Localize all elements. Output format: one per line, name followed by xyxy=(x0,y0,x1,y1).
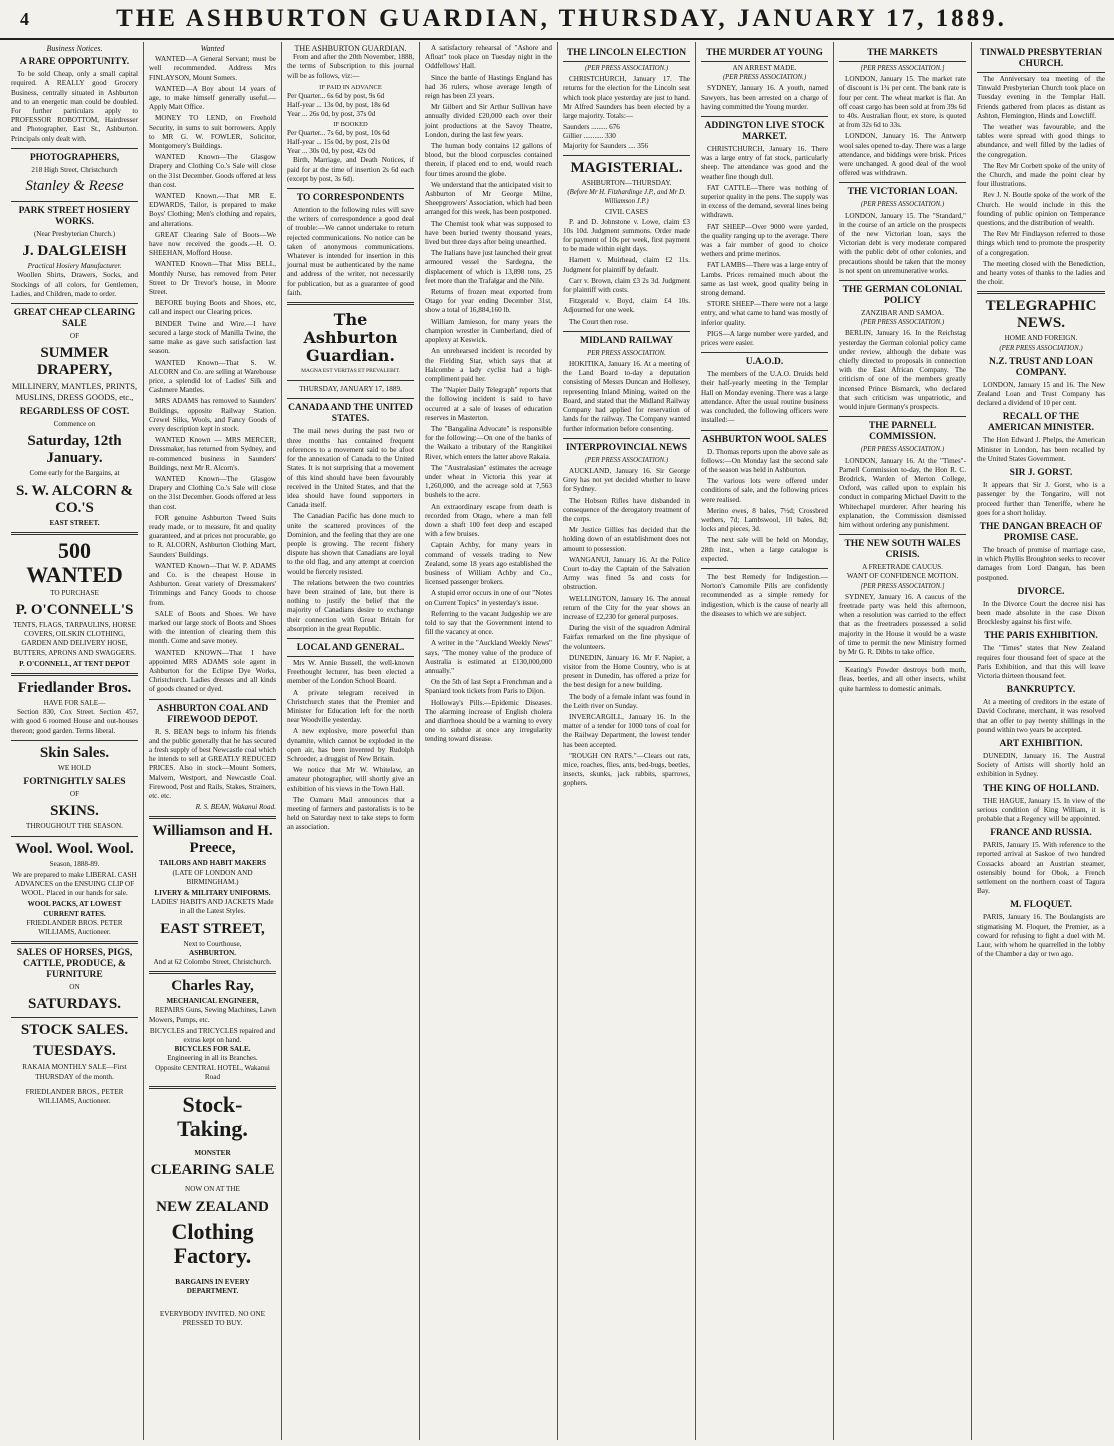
ad-line: THROUGHOUT THE SEASON. xyxy=(26,822,123,831)
divider xyxy=(287,398,414,399)
columns xyxy=(6,42,1110,1440)
ad-line: ASHBURTON. xyxy=(189,948,236,957)
editorial-flag: The Ashburton Guardian. xyxy=(303,310,398,366)
ad-heading: SATURDAYS. xyxy=(28,996,121,1013)
ad-heading: Charles Ray, xyxy=(171,978,254,995)
divider xyxy=(839,534,966,535)
telegraph-item-heading: THE PARIS EXHIBITION. xyxy=(984,631,1098,642)
telegraph-item-heading: FRANCE AND RUSSIA. xyxy=(990,828,1092,839)
column-7 xyxy=(834,42,972,1440)
divider xyxy=(11,941,138,944)
news-paragraph: The "Napier Daily Telegraph" reports that the following incident is said to have occurred at a sale of leases of education reserves in Masterton. xyxy=(425,386,552,422)
ad-line: EVERYBODY INVITED. NO ONE PRESSED TO BUY. xyxy=(159,1309,266,1328)
ad-line: BICYCLES FOR SALE. xyxy=(174,1045,251,1054)
divider xyxy=(149,699,276,700)
ad-heading: Williamson and H. Preece, xyxy=(152,823,273,857)
ad-line: (LATE OF LONDON AND BIRMINGHAM.) xyxy=(172,868,253,886)
page-number: 4 xyxy=(20,8,29,29)
stock-report-item: STORE SHEEP—There were not a large entry, and what came to hand was mostly of inferior quality. xyxy=(701,300,828,327)
photographer-signature-stamp: Stanley & Reese xyxy=(25,178,124,195)
interprovincial-item: The body of a female infant was found in the Leith river on Sunday. xyxy=(563,692,690,710)
stock-report-item: FAT LAMBS—There was a large entry of Lambs. Prices remained much about the same as last week, good quality being in strong demand. xyxy=(701,261,828,298)
divider xyxy=(11,303,138,304)
column-label: Wanted xyxy=(200,44,225,53)
notice-text: Attention to the following rules will save the writers of correspondence a good deal of trouble:—We cannot undertake to return rejected communications. No notice can be taken of anonymous communications. Whatever is intended for insertion in this journal must be authenticated by the name and address of the writer, not necessarily for publication, but as a guarantee of good faith. xyxy=(287,206,414,297)
ad-heading: Saturday, 12th January. xyxy=(27,433,122,467)
local-news-item: A private telegram received in Christchurch states that the Premier and Minister for Education left for the north near Woodville yesterday. xyxy=(287,688,414,725)
section-heading: U.A.O.D. xyxy=(745,357,784,368)
ad-heading: S. W. ALCORN & CO.'S xyxy=(15,482,134,516)
court-cases xyxy=(563,218,690,327)
notice-text: Birth, Marriage, and Death Notices, if paid for at the time of insertion 2s 6d each (except by post, 3s 6d). xyxy=(287,156,414,183)
church-report xyxy=(977,75,1105,287)
telegraph-item-body: The "Times" states that New Zealand requires four thousand feet of space at the Paris Exhibition, and that this will leave Victoria thirteen thousand feet. xyxy=(977,644,1105,680)
news-text: SYDNEY, January 16. A youth, named Sawyers, has been arrested on a charge of having committed the Young murder. xyxy=(701,84,828,111)
ad-heading: SKINS. xyxy=(50,803,99,820)
subscription-heading: IF BOOKED xyxy=(333,120,368,128)
wanted-ad: FOR genuine Ashburton Tweed Suits ready made, or to measure, fit and quality guaranteed, and at prices not procurable, go to R. ALCORN, Ashburton Clothing Mart, Saunders' Buildings. xyxy=(149,513,276,559)
ad-heading: 500 WANTED xyxy=(26,537,123,587)
section-sub: (PER PRESS ASSOCIATION.) xyxy=(999,344,1083,352)
news-text: The members of the U.A.O. Druids held their half-yearly meeting in the Templar Hall on Monday evening. There was a large attendance. After the usual routine business was concluded, the following officers were installed:— xyxy=(701,370,828,425)
section-sub: PER PRESS ASSOCIATION. xyxy=(587,349,666,357)
ad-line: MILLINERY, MANTLES, PRINTS, MUSLINS, DRESS GOODS, etc., xyxy=(11,381,138,403)
telegraph-item-heading: THE DANGAN BREACH OF PROMISE CASE. xyxy=(979,521,1103,543)
ad-sign: FRIEDLANDER BROS., PETER WILLIAMS, Auctioneer. xyxy=(25,1087,124,1105)
wanted-list xyxy=(149,55,276,694)
divider xyxy=(11,201,138,202)
church-report-item: The Rev Mr Corbett spoke of the unity of the Church, and made the point clear by four illustrations. xyxy=(977,161,1105,189)
court-case: Fitzgerald v. Boyd, claim £4 10s. Adjourned for one week. xyxy=(563,297,690,315)
ad-line: BARGAINS IN EVERY DEPARTMENT. xyxy=(175,1277,250,1295)
column-8 xyxy=(972,42,1110,1440)
section-heading: THE MURDER AT YOUNG xyxy=(701,48,828,62)
local-news-item: A new explosive, more powerful than dynamite, which cannot be exploded in the open air, has been invented by Rudolph Schroeder, a druggist of New Britain. xyxy=(287,727,414,763)
telegraph-item-heading: DIVORCE. xyxy=(1017,586,1065,597)
subscription-rate-row: Half-year ... 15s 0d, by post, 21s 0d xyxy=(287,138,390,147)
divider xyxy=(149,816,276,819)
ad-sign: FRIEDLANDER BROS. PETER WILLIAMS, Auctioneer. xyxy=(26,918,123,936)
ad-heading: Stock-Taking. xyxy=(177,1092,248,1142)
telegraph-item-body: PARIS, January 15. With reference to the reported arrival at Saskoe of two hundred Cossacks aboard an Austrian steamer, ostensibly bound for Obok, a French settlement on the northern coast of Tagura Bay. xyxy=(977,841,1105,896)
local-news-item: We notice that Mr W. Whitelaw, an amateur photographer, will shortly give an exhibition of his views in the Town Hall. xyxy=(287,766,414,793)
telegraph-item-heading: ART EXHIBITION. xyxy=(999,738,1083,749)
ad-heading: FORTNIGHTLY SALES xyxy=(23,777,126,788)
news-paragraph: An extraordinary escape from death is recorded from Otago, where a man fell down a shaft 100 feet deep and escaped with a few bruises. xyxy=(425,502,552,539)
column-6 xyxy=(696,42,834,1440)
section-sub: WANT OF CONFIDENCE MOTION. xyxy=(846,572,959,581)
ad-line: TO PURCHASE xyxy=(50,588,99,597)
telegraph-item-heading: RECALL OF THE AMERICAN MINISTER. xyxy=(987,412,1095,434)
section-sub: (PER PRESS ASSOCIATION.) xyxy=(860,201,945,209)
ad-line: EAST STREET. xyxy=(49,518,100,527)
ad-line: RAKAIA MONTHLY SALE—First THURSDAY of the month. xyxy=(22,1063,127,1081)
section-sub: A FREETRADE CAUCUS. xyxy=(862,563,943,572)
wanted-ad: WANTED Known—That W. P. ADAMS and Co. is the cheapest House in Ashburton. Great variety of Dressmakers' Trimmings and Fancy Goods to choose from. xyxy=(149,561,276,607)
ad-heading: PHOTOGRAPHERS, xyxy=(29,152,120,163)
election-result-row: Saunders ......... 676 xyxy=(563,123,620,132)
telegraph-item-body: The breach of promise of marriage case, in which Phyllis Broughton seeks to recover damages from Lord Dangan, has been postponed. xyxy=(977,545,1105,582)
column-label: Business Notices. xyxy=(46,44,103,53)
church-report-item: The weather was favourable, and the tables were spread with good things to abundance, and well filled by the ladies of the congregation. xyxy=(977,123,1105,159)
markets-report xyxy=(839,75,966,178)
interprovincial-item: WANGANUI, January 16. At the Police Court to-day the Captain of the Salvation Army was fined 5s and costs for obstruction. xyxy=(563,555,690,592)
ad-heading: EAST STREET, xyxy=(160,920,265,937)
church-report-item: The Rev Mr Findlayson referred to those things which tend to promote the prosperity of a congregation. xyxy=(977,230,1105,257)
wanted-ad: WANTED Known—That S. W. ALCORN and Co. are selling at Warehouse price, a splendid lot of Ladies' Silk and Cashmere Mantles. xyxy=(149,358,276,395)
interprovincial-item: INVERCARGILL, January 16. In the matter of a tender for 1000 tons of coal for the Railway Department, the lowest tender has been accepted. xyxy=(563,712,690,749)
leader-heading: CANADA AND THE UNITED STATES. xyxy=(288,403,413,425)
ad-address: 218 High Street, Christchurch xyxy=(31,165,118,174)
section-heading: TELEGRAPHIC NEWS. xyxy=(985,298,1097,332)
telegraph-items xyxy=(977,357,1105,960)
ad-line: Next to Courthouse, xyxy=(183,939,242,948)
leader-paragraph: The Canadian Pacific has done much to unite the scattered provinces of the Dominion, and the feeling that they are one people is growing. The recent fishery dispute has shown that Canadians are loyal to the old flag, and any attempt at coercion would be fiercely resisted. xyxy=(287,512,414,576)
divider xyxy=(701,352,828,353)
stock-report-item: FAT CATTLE—There was nothing of superior quality in the pens. The supply was in excess of the demand, several lines being withdrawn. xyxy=(701,183,828,220)
divider xyxy=(11,740,138,741)
telegraph-item-body: PARIS, January 16. The Boulangists are stigmatising M. Floquet, the Premier, as a coward for refusing to fight a duel with M. Laur, with whom he quarrelled in the lobby of the Chamber a day or two ago. xyxy=(977,913,1105,959)
telegraph-item-body: The Hon Edward J. Phelps, the American Minister in London, has been recalled by the United States Government. xyxy=(977,436,1105,463)
interprovincial-item: AUCKLAND, January 16. Sir George Grey has not yet decided whether to leave for Sydney. xyxy=(563,466,690,494)
ad-heading: Clothing Factory. xyxy=(171,1218,254,1268)
ad-line: MONSTER xyxy=(194,1149,231,1158)
telegraph-item-heading: BANKRUPTCY. xyxy=(1006,685,1076,696)
news-paragraph: The "Australasian" estimates the acreage under wheat in Victoria this year at 1,260,000, and the acreage sold at 7,563 bushels to the acre. xyxy=(425,463,552,500)
section-sub: (PER PRESS ASSOCIATION.) xyxy=(860,446,945,454)
wanted-ad: MONEY TO LEND, on Freehold Security, in sums to suit borrowers. Apply to MR G. W. FOWLER, Solicitor, Montgomery's Buildings. xyxy=(149,114,276,151)
ad-line: Season, 1888-89. xyxy=(49,859,100,868)
stock-report-item: CHRISTCHURCH, January 16. There was a large entry of fat stock, particularly sheep. The attendance was good and the weather fine though dull. xyxy=(701,145,828,181)
editorial-motto: MAGNA EST VERITAS ET PREVALEBIT. xyxy=(301,368,400,375)
wanted-ad: WANTED—A General Servant; must be well recommended. Address Mrs FINLAYSON, Mount Somers. xyxy=(149,55,276,82)
section-sub: (PER PRESS ASSOCIATION.) xyxy=(584,65,669,72)
ad-heading: SALES OF HORSES, PIGS, CATTLE, PRODUCE, & FURNITURE xyxy=(16,948,133,981)
section-heading: MAGISTERIAL. xyxy=(570,159,683,176)
ad-body: Section 830, Cox Street. Section 457, with good 6 roomed House and out-houses thereon; good garden. Terms liberal. xyxy=(11,708,138,735)
section-heading: ASHBURTON WOOL SALES xyxy=(702,434,827,445)
telegraph-item-heading: N.Z. TRUST AND LOAN COMPANY. xyxy=(989,356,1093,378)
interprovincial-item: The Hobson Rifles have disbanded in consequence of the derogatory treatment of the corps. xyxy=(563,496,690,523)
wool-report xyxy=(701,448,828,564)
divider xyxy=(701,568,828,569)
markets-item: LONDON, January 16. The Antwerp wool sales opened to-day. There was a large attendance, and biddings were brisk. Prices were unchanged. A good deal of the wool offered was withdrawn. xyxy=(839,132,966,178)
divider xyxy=(839,280,966,281)
wool-report-item: Merino ewes, 8 bales, 7½d; Crossbred wethers, 7d; Lambswool, 10 bales, 8d; locks and pieces, 3d. xyxy=(701,506,828,534)
interprovincial-item: DUNEDIN, January 16. Mr F. Napier, a visitor from the Home Country, who is at present in Dunedin, has offered a prize for the best design for a new building. xyxy=(563,653,690,690)
divider xyxy=(11,532,138,535)
news-paragraph: On the 5th of last Sept a Frenchman and a Spaniard took tickets from Paris to Dijon. xyxy=(425,678,552,696)
ad-body: To be sold Cheap, only a small capital required. A REALLY good Grocery Business, centrally situated in Ashburton and to an energetic man could be doubled. For further particulars apply to PROFESSOR ROBOTTOM, Hairdresser and Photographer, East St., Ashburton. Principals only dealt with. xyxy=(11,70,138,143)
section-sub: CIVIL CASES xyxy=(604,208,649,217)
election-result-row: Majority for Saunders .... 356 xyxy=(563,141,649,150)
masthead xyxy=(0,0,1114,40)
section-heading: THE PARNELL COMMISSION. xyxy=(868,421,937,443)
ad-line: LADIES' HABITS AND JACKETS Made in all the Latest Styles. xyxy=(151,898,274,916)
ad-line: NOW ON AT THE xyxy=(185,1185,240,1194)
subscription-rate-row: Per Quarter... 7s 6d, by post, 10s 6d xyxy=(287,128,390,137)
interprovincial-item: "ROUGH ON RATS."—Clears out rats, mice, roaches, flies, ants, bed-bugs, beetles, insects, skunks, jack rabbits, sparrows, gophers. xyxy=(563,751,690,788)
subscription-rate-row: Year ... 26s 0d, by post, 37s 0d xyxy=(287,110,376,119)
news-text: BERLIN, January 16. In the Reichstag yesterday the German colonial policy came under review, although the debate was chiefly directed to proposals in connection with the East African Company. The criticism of one of the members greatly incensed Prince Bismarck, who declared that such criticism was unpatriotic, and would injure Germany's prospects. xyxy=(839,329,966,412)
news-paragraph: The Chemist took what was supposed to have been buried twenty thousand years, lived but three days after being unearthed. xyxy=(425,219,552,247)
section-sub: (PER PRESS ASSOCIATION.) xyxy=(860,319,945,327)
section-heading: LOCAL AND GENERAL. xyxy=(287,643,414,657)
telegraph-item-heading: THE KING OF HOLLAND. xyxy=(983,783,1099,794)
wanted-ad: WANTED KNOWN—That I have appointed MRS ADAMS sole agent in Ashburton for the Eclipse Dye Works, Christchurch. Ladies dresses and all kinds of goods cleaned or dyed. xyxy=(149,648,276,694)
ad-heading: GREAT CHEAP CLEARING SALE xyxy=(13,308,136,330)
wanted-ad: GREAT Clearing Sale of Boots—We have now received the goods.—H. O. SHEEHAN, Mofford House. xyxy=(149,230,276,258)
divider xyxy=(287,380,414,381)
subscription-intro: From and after the 20th November, 1888, the terms of Subscription to this journal will be as follows, viz:— xyxy=(287,53,414,80)
ad-sign: R. S. BEAN, Wakanui Road. xyxy=(195,803,276,812)
divider xyxy=(149,1086,276,1089)
court-case: Carr v. Brown, claim £3 2s 3d. Judgment for plaintiff with costs. xyxy=(563,276,690,295)
section-heading: ADDINGTON LIVE STOCK MARKET. xyxy=(704,121,825,143)
telegraph-item-body: At a meeting of creditors in the estate of David Cochrane, merchant, it was resolved that an offer to pay twenty shillings in the pound within two years be accepted. xyxy=(977,698,1105,734)
subscription-rate-row: Per Quarter... 6s 6d by post, 9s 6d xyxy=(287,92,385,101)
wanted-ad: WANTED—A Boy about 14 years of age, to make himself generally useful.—Apply Matt Office. xyxy=(149,84,276,112)
column-5 xyxy=(558,42,696,1440)
divider xyxy=(11,836,138,837)
wool-report-item: The next sale will be held on Monday, 28th inst., when a large catalogue is expected. xyxy=(701,536,828,563)
local-news-item: The Oamaru Mail announces that a meeting of farmers and pastoralists is to be held on Saturday next to take steps to form an association. xyxy=(287,795,414,832)
church-report-item: Rev J. N. Boutle spoke of the work of the Church. He would include in this the founding of public opinion on Temperance questions, and the distribution of wealth. xyxy=(977,191,1105,228)
wool-report-item: D. Thomas reports upon the above sale as follows:—On Monday last the second sale of the season was held in Ashburton. xyxy=(701,447,828,474)
column-label: THE ASHBURTON GUARDIAN. xyxy=(294,44,407,53)
news-paragraphs xyxy=(425,220,552,745)
telegraph-item-body: LONDON, January 15 and 16. The New Zealand Loan and Trust Company has declared a dividend of 10 per cent. xyxy=(977,380,1105,408)
ad-line: And at 62 Colombo Street, Christchurch. xyxy=(153,958,272,967)
interprovincial-item: Mr Justice Gillies has decided that the holding down of an establishment does not amount to possession. xyxy=(563,526,690,553)
subscription-rates xyxy=(287,92,414,120)
wanted-ad: SALE of Boots and Shoes. We have marked our large stock of Boots and Shoes with the intention of clearing them this month. Come and save money. xyxy=(149,609,276,646)
masthead-title: THE ASHBURTON GUARDIAN, THURSDAY, JANUARY 17, 1889. xyxy=(116,5,1007,32)
divider xyxy=(977,291,1105,294)
subscription-rate-row: Year ... 30s 0d, by post, 42s 0d xyxy=(287,147,376,156)
section-sub: ZANZIBAR AND SAMOA. xyxy=(861,309,944,318)
ad-sub: Practical Hosiery Manufacturer. xyxy=(27,262,122,271)
divider xyxy=(839,661,966,662)
news-text: CHRISTCHURCH, January 17. The returns for the election for the Lincoln seat which took place yesterday are just to hand. Mr Alfred Saunders has been elected by a large majority. Totals:— xyxy=(563,75,690,121)
wanted-ad: WANTED Known—The Glasgow Drapery and Clothing Co.'s Sale will close on the 31st December. Goods offered at less than cost. xyxy=(149,474,276,511)
telegraph-item-body: THE HAGUE, January 15. In view of the serious condition of King William, it is probable that a Regency will be appointed. xyxy=(977,796,1105,823)
ad-line: Engineering in all its Branches. xyxy=(167,1054,258,1063)
ad-heading: ASHBURTON COAL AND FIREWOOD DEPOT. xyxy=(156,703,269,725)
court-case: Harnett v. Muirhead, claim £2 11s. Judgment for plaintiff by default. xyxy=(563,256,690,274)
section-heading: MIDLAND RAILWAY xyxy=(580,335,673,346)
ad-line: MECHANICAL ENGINEER, xyxy=(166,997,259,1006)
ad-line: HAVE FOR SALE— xyxy=(43,699,106,708)
local-news xyxy=(287,659,414,833)
divider xyxy=(839,182,966,183)
news-paragraph: An unrehearsed incident is recorded by the Fielding Star, which says that at Halcombe a lady cyclist had a high-compliment paid her. xyxy=(425,347,552,383)
advert-text: Keating's Powder destroys both moth, fleas, beetles, and all other insects, whilst quite harmless to domestic animals. xyxy=(839,666,966,693)
ad-body: Woollen Shirts, Drawers, Socks, and Stockings of all colors, for Gentlemen, Ladies, and Children, made to order. xyxy=(11,271,138,298)
news-paragraph: The Italians have just launched their great armoured vessel the Sardegna, the displacement of which is 13,898 tons, 25 feet more than the Trafalgar and the Nile. xyxy=(425,249,552,285)
ad-name: J. DALGLEISH xyxy=(22,243,127,260)
church-report-item: The meeting closed with the Benediction, and hearty votes of thanks to the ladies and the choir. xyxy=(977,259,1105,287)
ad-heading: Wool. Wool. Wool. xyxy=(15,840,134,857)
leader-paragraph: The relations between the two countries have been strained of late, but there is nothing to justify the belief that the majority of Canadians desire to exchange their connection with Great Britain for absorption in the great Republic. xyxy=(287,578,414,633)
court-case: The Court then rose. xyxy=(569,317,629,326)
news-paragraph: A writer in the "Auckland Weekly News" says, "The money value of the produce of Australia is estimated at £130,000,000 annually." xyxy=(425,639,552,675)
news-paragraph: Returns of frozen meat exported from Otago for year ending December 31st, show a total of 16,884,160 lb. xyxy=(425,288,552,315)
stock-report-item: FAT SHEEP—Over 9000 were yarded, the quality ranging up to the average. There was a fair number of good to choice wethers and prime merinos. xyxy=(701,222,828,259)
news-paragraph: Holloway's Pills.—Epidemic Diseases. The alarming increase of English cholera and diarrhoea should be a warning to every one to subdue at once any irregularity tending toward disease. xyxy=(425,698,552,744)
section-heading: TO CORRESPONDENTS xyxy=(296,193,405,204)
ad-line: ON xyxy=(69,983,80,992)
news-paragraphs xyxy=(425,44,552,218)
news-paragraph: The human body contains 12 gallons of blood, but the blood corpuscles contained therein, if placed end to end, would reach four times around the globe. xyxy=(425,142,552,178)
interprovincial-item: During the visit of the squadron Admiral Fairfax remarked on the fine physique of the volunteers. xyxy=(563,624,690,651)
ad-line: TAILORS AND HABIT MAKERS xyxy=(159,859,266,868)
leader-body xyxy=(287,427,414,633)
ad-heading: Skin Sales. xyxy=(39,744,110,761)
divider xyxy=(701,116,828,117)
wanted-ad: WANTED Known—That Miss BELL, Monthly Nurse, has removed from Peter Street to Dr Trevor's house, in Moore Street. xyxy=(149,260,276,297)
ad-heading: P. O'CONNELL'S xyxy=(15,602,134,619)
church-report-item: The Anniversary tea meeting of the Tinwald Presbyterian Church took place on Tuesday evening in the Templar Hall. Friends gathered from places as distant as Ashton, Flemington, Hinds and Lowcliff. xyxy=(977,75,1105,120)
section-heading: THE NEW SOUTH WALES CRISIS. xyxy=(844,539,961,561)
ad-line: LIVERY & MILITARY UNIFORMS. xyxy=(154,889,271,898)
interprovincial-news xyxy=(563,467,690,789)
markets-item: LONDON, January 15. The market rate of discount is 1¾ per cent. The bank rate is four per cent. The wheat market is flat. An off coast cargo has been sold at from 39s 6d to 40s. Australian flour, ex store, is quoted at from 32s 6d to 33s. xyxy=(839,75,966,130)
wool-report-item: The various lots were offered under conditions of sale, and the following prices were realised. xyxy=(701,477,828,504)
ad-line: WOOL PACKS, AT LOWEST CURRENT RATES. xyxy=(27,900,122,918)
section-heading: THE LINCOLN ELECTION xyxy=(563,48,690,62)
divider xyxy=(701,430,828,431)
ad-heading: A RARE OPPORTUNITY. xyxy=(19,57,130,68)
news-text: LONDON, January 15. The "Standard," in the course of an article on the prospects of the new Victorian loan, says the Victorian debt is very moderate compared with the public debt of other colonies, and precautions should be taken that the money is not spent on unremunerative works. xyxy=(839,211,966,275)
divider xyxy=(11,1017,138,1018)
ad-heading: NEW ZEALAND xyxy=(156,1198,269,1215)
court-case: P. and D. Johnstone v. Lowe, claim £3 10s 10d. Judgment summons. Order made for payment of 10s per week, first payment to be made within eight days. xyxy=(563,217,690,254)
ad-sign: P. O'CONNELL, AT TENT DEPOT xyxy=(19,659,130,668)
section-heading: THE VICTORIAN LOAN. xyxy=(847,187,958,198)
ad-body: R. S. BEAN begs to inform his friends and the public generally that he has secured a fresh supply of best Newcastle coal which he intends to sell at GREATLY REDUCED PRICES. Also in stock—Mount Somers, Malvern, Westport, and Newcastle Coal. Firewood, Post and Rails, Stakes, Strainers, etc. etc. xyxy=(149,727,276,801)
divider xyxy=(839,416,966,417)
leader-paragraph: The mail news during the past two or three months has contained frequent references to a movement said to be afoot for the annexation of Canada to the United States. It is not surprising that a movement of this kind should have been favourably received in the United States, and that the idea should have found supporters in Canada itself. xyxy=(287,427,414,510)
stock-report xyxy=(701,145,828,348)
wanted-ad: WANTED Known—The Glasgow Drapery and Clothing Co.'s Sale will close on the 31st December. Goods offered at less than cost. xyxy=(149,153,276,189)
section-sub: [PER PRESS ASSOCIATION.] xyxy=(860,65,945,72)
section-sub: (PER PRESS ASSOCIATION.) xyxy=(722,74,807,82)
ad-line: Opposite CENTRAL HOTEL, Wakanui Road xyxy=(155,1063,270,1081)
election-result-row: Gillier ........... 330 xyxy=(563,132,616,141)
news-paragraph: The "Bangalina Advocate" is responsible for the following:—On one of the banks of the Waikato a tributary of the Rangitikei River, which enters the latter above Rakaia. xyxy=(425,424,552,461)
editorial-dateline: THURSDAY, JANUARY 17, 1889. xyxy=(299,385,402,394)
divider xyxy=(287,188,414,189)
section-heading: THE MARKETS xyxy=(839,48,966,62)
ad-body: REPAIRS Guns, Sewing Machines, Lawn Mowers, Pumps, etc. xyxy=(149,1006,276,1024)
ad-heading: REGARDLESS OF COST. xyxy=(19,407,130,418)
column-4 xyxy=(420,42,558,1440)
wanted-ad: WANTED Known.—That MR E. EDWARDS, Tailor, is prepared to make Boys' Clothing; Men's clothing and repairs, and alterations. xyxy=(149,192,276,228)
interprovincial-item: WELLINGTON, January 16. The annual return of the City for the year shows an increase of £2,230 for general purposes. xyxy=(563,594,690,621)
stock-report-item: PIGS—A large number were yarded, and prices were easier. xyxy=(701,329,828,348)
news-paragraph: A satisfactory rehearsal of "Ashore and Afloat" took place on Tuesday night in the Oddfellows' Hall. xyxy=(425,44,552,71)
divider xyxy=(287,638,414,639)
news-text: LONDON, January 16. At the "Times"-Parnell Commission to-day, the Hon R. C. Brodrick, Warden of Merton College, Oxford, was called upon to explain his conduct in comparing Michael Davitt to the Whitechapel murderer. After hearing his explanation, the Commission dismissed him without ordering any punishment. xyxy=(839,456,966,529)
ad-line: BICYCLES and TRICYCLES repaired and extras kept on hand. xyxy=(149,1026,276,1045)
subscription-heading: IF PAID IN ADVANCE xyxy=(319,83,382,91)
ad-line: OF xyxy=(69,332,80,341)
ad-heading: SUMMER DRAPERY, xyxy=(36,345,113,379)
ad-heading: STOCK SALES. xyxy=(20,1022,129,1039)
wanted-ad: BEFORE buying Boots and Shoes, etc, call and inspect our Clearing prices. xyxy=(149,299,276,317)
ad-line: Come early for the Bargains, at xyxy=(29,469,120,478)
column-2 xyxy=(144,42,282,1440)
advert-text: The best Remedy for Indigestion.—Norton's Camomile Pills are confidently recommended as a simple remedy for indigestion, which is the cause of nearly all the diseases to which we are subject. xyxy=(701,572,828,618)
wanted-ad: WANTED Known — MRS MERCER, Dressmaker, has returned from Sydney, and re-commenced business in Saunders' Buildings, next Mr R. Alcorn's. xyxy=(149,436,276,472)
divider xyxy=(149,971,276,974)
news-paragraph: Since the battle of Hastings England has had 36 rulers, whose average length of reign has been 23 years. xyxy=(425,73,552,101)
telegraph-item-body: In the Divorce Court the decree nisi has been made absolute in the case Dixon Brocklesby against his first wife. xyxy=(977,599,1105,627)
ad-heading: PARK STREET HOSIERY WORKS. xyxy=(18,206,131,228)
column-1 xyxy=(6,42,144,1440)
telegraph-item-heading: M. FLOQUET. xyxy=(1010,900,1072,911)
telegraph-item-body: It appears that Sir J. Gorst, who is a passenger by the Tongariro, will not proceed further than Teneriffe, where he goes for a short holiday. xyxy=(977,481,1105,517)
news-paragraph: Mr Gilbert and Sir Arthur Sullivan have annually divided £20,000 each over their joint productions at the Savoy Theatre, London, during the last few years. xyxy=(425,103,552,139)
subscription-rate-row: Half-year ... 13s 0d, by post, 18s 6d xyxy=(287,101,390,110)
news-paragraph: Referring to the vacant Judgeship we are told to say that the Government intend to fill the vacancy at once. xyxy=(425,609,552,637)
news-paragraph: A stupid error occurs in one of our "Notes on Current Topics" in yesterday's issue. xyxy=(425,589,552,607)
news-paragraph: We understand that the anticipated visit to Ashburton of Mr George Milne, Sheepgrowers' Association, which had been arranged for this week, has been postponed. xyxy=(425,180,552,217)
ad-heading: TUESDAYS. xyxy=(33,1043,116,1060)
news-paragraph: William Jamieson, for many years the champion wrestler in Cumberland, died of apoplexy at Keswick. xyxy=(425,317,552,345)
divider xyxy=(563,331,690,332)
section-heading: THE GERMAN COLONIAL POLICY xyxy=(842,285,963,307)
section-sub: [PER PRESS ASSOCIATION.] xyxy=(860,582,945,590)
ad-body: We are prepared to make LIBERAL CASH ADVANCES on the ENSUING CLIP OF WOOL. Placed in our hands for sale. xyxy=(12,870,137,898)
news-text: SYDNEY, January 16. A caucus of the freetrade party was held this afternoon, when a resolution was carried to the effect that as the freetraders possessed a solid majority in the House it would be a waste of time to permit the new Ministry formed by Mr G. R. Dibbs to take office. xyxy=(839,592,966,656)
ad-body: TENTS, FLAGS, TARPAULINS, HORSE COVERS, OILSKIN CLOTHING, GARDEN AND DELIVERY HOSE, BUTTERS, APRONS AND SWAGGERS. xyxy=(13,621,136,657)
election-results xyxy=(563,123,690,151)
ad-heading: Friedlander Bros. xyxy=(17,680,132,697)
section-sub: ASHBURTON—THURSDAY. xyxy=(581,178,672,187)
ad-line: OF xyxy=(69,790,80,799)
telegraph-item-body: DUNEDIN, January 16. The Austral Society of Artists will shortly hold an exhibition in Sydney. xyxy=(977,751,1105,779)
divider xyxy=(287,302,414,305)
section-sub: AN ARREST MADE. xyxy=(732,64,797,72)
divider xyxy=(563,155,690,156)
section-sub: (PER PRESS ASSOCIATION.) xyxy=(584,456,669,464)
subscription-rates xyxy=(287,129,414,157)
column-3 xyxy=(282,42,420,1440)
wanted-ad: BINDER Twine and Wire.—I have secured a large stock of Manilla Twine, the same make as gave such satisfaction last season. xyxy=(149,319,276,356)
wanted-ad: MRS ADAMS has removed to Saunders' Buildings, opposite Railway Station. Crewel Silks, Wools, and Fancy Goods of every description kept in stock. xyxy=(149,397,276,433)
news-paragraph: Captain Achby, for many years in command of vessels trading to New Zealand, some 18 years ago established the business of William Achby and Co., licensed passenger brokers. xyxy=(425,541,552,587)
section-heading: TINWALD PRESBYTERIAN CHURCH. xyxy=(977,48,1105,73)
section-sub: HOME AND FOREIGN. xyxy=(1004,334,1078,343)
divider xyxy=(11,673,138,676)
section-heading: INTERPROVINCIAL NEWS xyxy=(565,442,688,453)
local-news-item: Mrs W. Annie Bussell, the well-known Freethought lecturer, has been elected a member of the London School Board. xyxy=(287,658,414,686)
ad-line: Commence on xyxy=(53,420,96,429)
telegraph-item-heading: SIR J. GORST. xyxy=(1009,468,1073,479)
news-text: HOKITIKA, January 16. At a meeting of the Land Board to-day a deputation consisting of Messrs Duncan and Hollesey, representing Inland Mining, waited on the Board, and stated that the Midland Railway Company had applied for reservation of lands for the railway. The Company wanted further information before consenting. xyxy=(563,360,690,433)
ad-line: WE HOLD xyxy=(58,763,91,772)
divider xyxy=(11,148,138,149)
ad-heading: CLEARING SALE xyxy=(150,1162,275,1179)
ad-sub: (Near Presbyterian Church.) xyxy=(33,230,116,239)
section-sub: (Before Mr H. Fitzhardinge J.P., and Mr D. Williamson J.P.) xyxy=(567,189,686,206)
divider xyxy=(563,438,690,439)
